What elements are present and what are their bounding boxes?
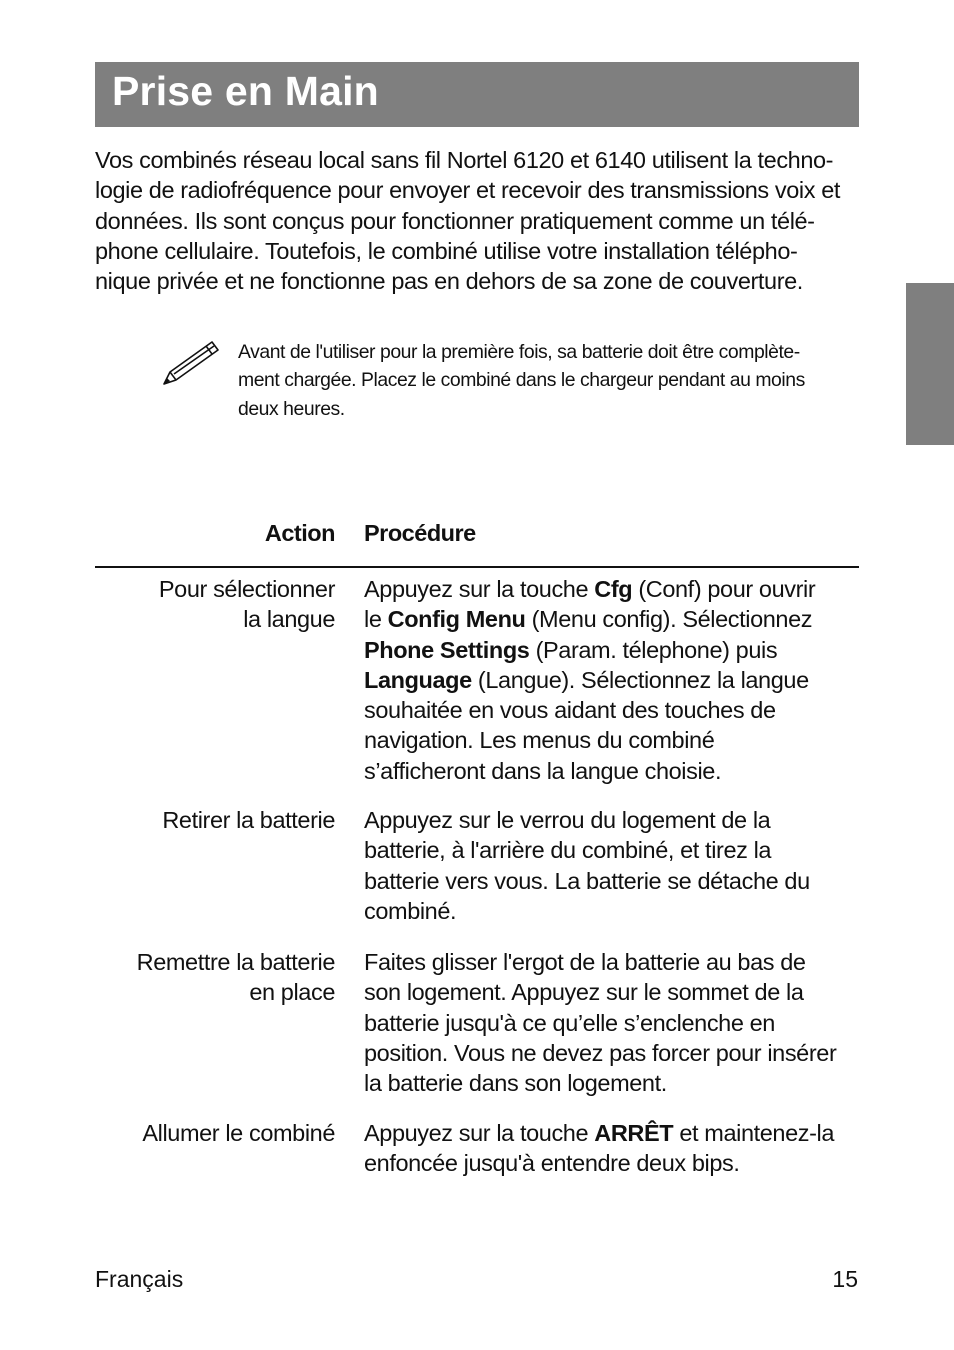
procedure-text: s’afficheront dans la langue choisie. xyxy=(364,757,722,784)
procedure-text: souhaitée en vous aidant des touches de xyxy=(364,697,776,724)
section-tab xyxy=(906,283,954,445)
intro-line: logie de radiofréquence pour envoyer et recevoir des transmissions voix et xyxy=(95,177,841,204)
procedure-text: batterie, à l'arrière du combiné, et tirez la xyxy=(364,837,772,864)
row-action-line: Allumer le combiné xyxy=(142,1120,335,1146)
row-action xyxy=(159,574,335,635)
row-procedure-line xyxy=(364,695,864,725)
row-procedure-line xyxy=(364,1148,864,1178)
row-action-line: Retirer la batterie xyxy=(162,807,335,833)
table-rule xyxy=(95,566,859,568)
row-procedure-line xyxy=(364,1038,864,1068)
footer-language: Français xyxy=(95,1266,184,1292)
row-procedure-line xyxy=(364,835,864,865)
footer-page-number: 15 xyxy=(832,1266,858,1292)
key-label: ARRÊT xyxy=(594,1120,674,1146)
column-header-action: Action xyxy=(264,520,335,546)
row-procedure xyxy=(364,805,864,926)
procedure-text: (Conf) pour ouvrir xyxy=(632,576,816,602)
row-action xyxy=(137,947,335,1008)
row-procedure xyxy=(364,574,864,786)
procedure-text: et maintenez-la xyxy=(673,1120,835,1146)
note-line: ment chargée. Placez le combiné dans le chargeur pendant au moins xyxy=(238,369,805,392)
row-procedure-line xyxy=(364,665,864,695)
row-procedure-line xyxy=(364,1118,864,1148)
row-procedure-line xyxy=(364,725,864,755)
procedure-text: combiné. xyxy=(364,897,457,924)
intro-line: nique privée et ne fonctionne pas en dehors de sa zone de couverture. xyxy=(95,268,803,295)
procedure-text: navigation. Les menus du combiné xyxy=(364,727,715,754)
procedure-text: le xyxy=(364,606,388,633)
row-action-line: Pour sélectionner xyxy=(158,576,335,602)
intro-paragraph xyxy=(95,145,859,296)
procedure-text: Appuyez sur la touche xyxy=(364,576,595,602)
row-procedure-line xyxy=(364,805,864,835)
note-line: Avant de l'utiliser pour la première fois, sa batterie doit être complète- xyxy=(238,341,800,363)
row-action xyxy=(142,1118,335,1148)
key-label: Config Menu xyxy=(387,606,526,633)
procedure-text: batterie vers vous. La batterie se détache du xyxy=(364,867,810,894)
procedure-text: position. Vous ne devez pas forcer pour insérer xyxy=(364,1039,837,1066)
row-procedure-line xyxy=(364,604,864,634)
row-procedure-line xyxy=(364,635,864,665)
note-line: deux heures. xyxy=(238,397,345,420)
row-procedure-line xyxy=(364,574,864,604)
procedure-text: Appuyez sur la touche xyxy=(364,1120,595,1146)
header-bar xyxy=(95,62,859,127)
procedure-text: la batterie dans son logement. xyxy=(364,1070,667,1097)
intro-line: phone cellulaire. Toutefois, le combiné utilise votre installation télépho- xyxy=(95,237,798,264)
row-procedure-line xyxy=(364,1068,864,1098)
row-procedure-line xyxy=(364,977,864,1007)
procedure-text: (Langue). Sélectionnez la langue xyxy=(471,666,809,693)
row-action-line: Remettre la batterie xyxy=(136,949,335,975)
key-label: Cfg xyxy=(594,576,633,602)
row-action-line: en place xyxy=(249,979,335,1006)
row-procedure-line xyxy=(364,756,864,786)
procedure-text: enfoncée jusqu'à entendre deux bips. xyxy=(364,1150,740,1177)
row-procedure xyxy=(364,1118,864,1179)
row-procedure-line xyxy=(364,1008,864,1038)
note-text xyxy=(238,338,860,423)
procedure-text: Faites glisser l'ergot de la batterie au bas de xyxy=(364,949,806,975)
key-label: Phone Settings xyxy=(364,636,530,663)
row-procedure-line xyxy=(364,947,864,977)
column-header-procedure: Procédure xyxy=(364,520,476,546)
procedure-text: (Menu config). Sélectionnez xyxy=(525,606,813,633)
row-procedure xyxy=(364,947,864,1098)
key-label: Language xyxy=(364,666,472,693)
procedure-text: batterie jusqu'à ce qu’elle s’enclenche en xyxy=(364,1009,775,1036)
row-procedure-line xyxy=(364,866,864,896)
intro-line: Vos combinés réseau local sans fil Nortel 6120 et 6140 utilisent la techno- xyxy=(95,147,834,173)
pencil-icon xyxy=(160,336,226,388)
row-action-line: la langue xyxy=(243,606,335,633)
row-action xyxy=(162,805,335,835)
procedure-text: son logement. Appuyez sur le sommet de la xyxy=(364,979,804,1006)
procedure-text: Appuyez sur le verrou du logement de la xyxy=(364,807,771,833)
intro-line: données. Ils sont conçus pour fonctionner pratiquement comme un télé- xyxy=(95,207,815,234)
procedure-text: (Param. télephone) puis xyxy=(529,636,778,663)
page-title: Prise en Main xyxy=(112,68,379,114)
row-procedure-line xyxy=(364,896,864,926)
